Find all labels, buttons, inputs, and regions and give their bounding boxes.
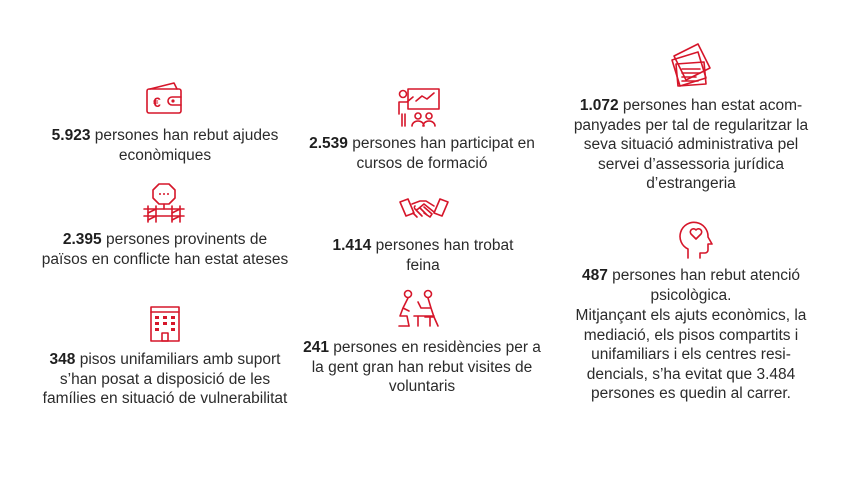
stat-number: 348 [49, 351, 76, 368]
stat-pisos [32, 350, 298, 409]
stat-number: 5.923 [51, 127, 91, 144]
stat-number: 487 [581, 267, 608, 284]
stat-text: persones han rebut ajudes econòmiques [90, 127, 279, 164]
closing-paragraph [566, 306, 816, 404]
stat-text: pisos unifamiliars amb suport s’han posat a disposició de les famílies en situació de vulnerabilitat [42, 351, 288, 407]
stat-number: 2.539 [309, 135, 348, 152]
training-presentation-icon [396, 86, 442, 128]
stat-ajudes [40, 126, 290, 165]
stat-feina [330, 236, 516, 275]
documents-stack-icon [668, 40, 716, 88]
stat-text: persones han participat en cursos de formació [347, 135, 535, 172]
stat-number: 241 [303, 339, 329, 356]
head-heart-icon [676, 216, 716, 260]
apartment-building-icon [148, 304, 182, 344]
closing-text: Mitjançant els ajuts econòmics, la mediació, els pisos compartits i unifamiliars i els centres resi-dencials, s’ha evitat que 3.484 persones es quedin al carrer. [575, 307, 807, 402]
svg-text:€: € [153, 94, 161, 110]
stat-formacio [296, 134, 548, 173]
elderly-visit-icon [396, 288, 442, 330]
wallet-euro-icon [144, 80, 186, 116]
stat-residencies [296, 338, 548, 397]
stat-juridica [566, 96, 816, 194]
stat-number: 2.395 [62, 231, 102, 248]
stat-number: 1.072 [579, 97, 619, 114]
stat-text: persones han estat acom-panyades per tal de regularitzar la seva situació administrativa pel servei d’assessoria jurídica d’estrangeria [573, 97, 809, 192]
stat-text: persones han trobat feina [371, 237, 514, 274]
stat-number: 1.414 [332, 237, 372, 254]
border-fence-icon [140, 182, 188, 224]
stat-text: persones en residències per a la gent gran han rebut visites de voluntaris [311, 339, 541, 395]
stat-text: persones han rebut atenció psicològica. [607, 267, 801, 304]
handshake-icon [398, 194, 450, 228]
stat-conflicte [40, 230, 290, 269]
stat-psicologica [566, 266, 816, 305]
stat-text: persones provinents de països en conflicte han estat ateses [41, 231, 289, 268]
